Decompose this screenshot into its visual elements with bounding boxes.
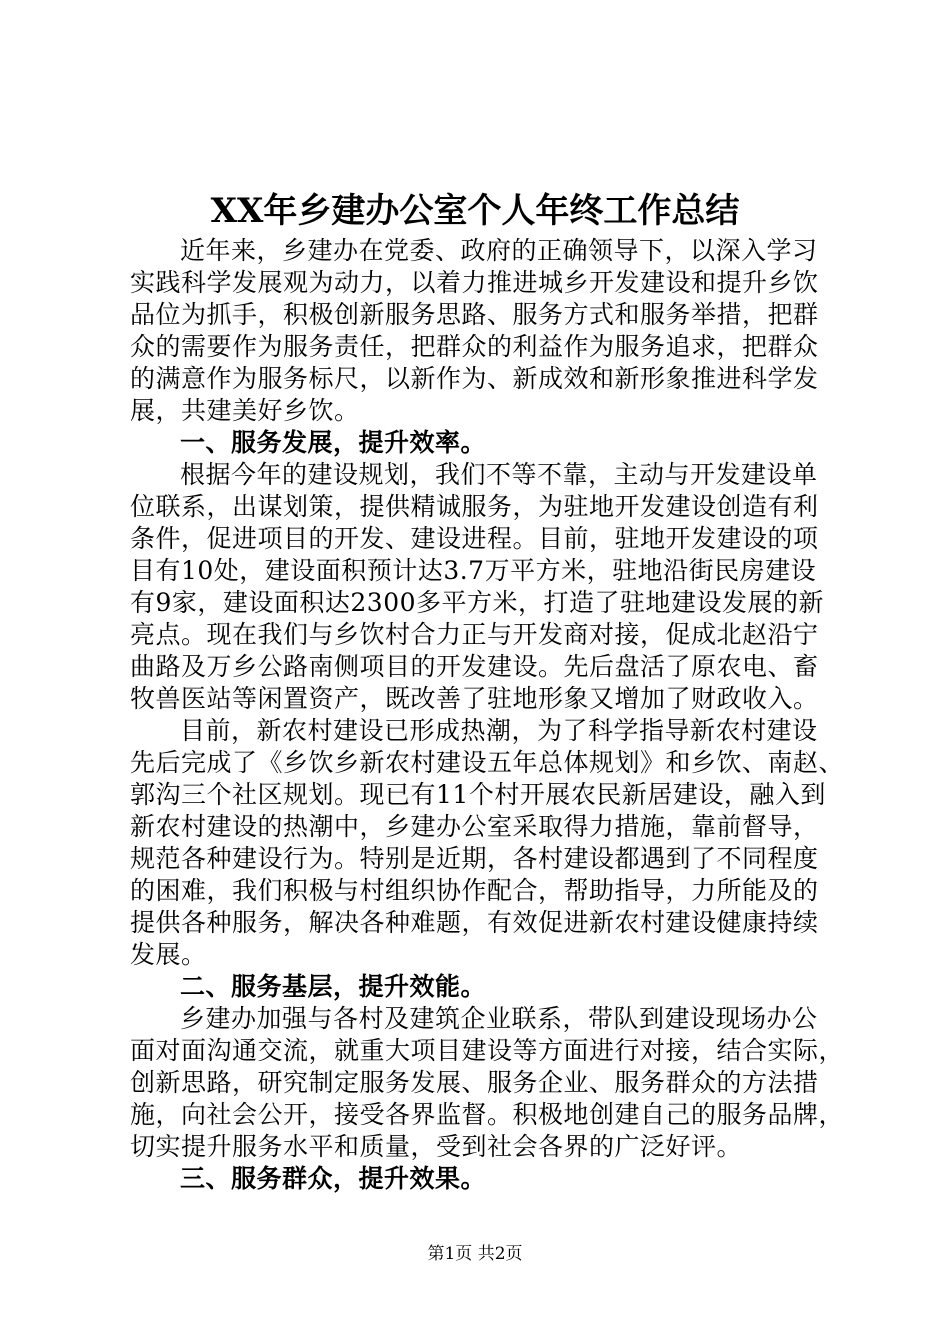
section-heading: 一、服务发展，提升效率。 — [180, 428, 487, 457]
text-line: 规范各种建设行为。特别是近期，各村建设都遇到了不同程度 — [130, 844, 819, 873]
text-line: 展，共建美好乡饮。 — [130, 396, 360, 425]
text-line: 品位为抓手，积极创新服务思路、服务方式和服务举措，把群 — [130, 300, 819, 329]
text-line: 面对面沟通交流，就重大项目建设等方面进行对接，结合实际， — [130, 1036, 845, 1065]
text-line: 郭沟三个社区规划。现已有11个村开展农民新居建设，融入到 — [130, 780, 826, 809]
text-line: 施，向社会公开，接受各界监督。积极地创建自己的服务品牌， — [130, 1100, 845, 1129]
text-line: 目有10处，建设面积预计达3.7万平方米，驻地沿街民房建设 — [130, 556, 817, 585]
text-line: 提供各种服务，解决各种难题，有效促进新农村建设健康持续 — [130, 908, 819, 937]
text-line: 的满意作为服务标尺，以新作为、新成效和新形象推进科学发 — [130, 364, 819, 393]
text-line: 牧兽医站等闲置资产，既改善了驻地形象又增加了财政收入。 — [130, 684, 819, 713]
section-heading: 三、服务群众，提升效果。 — [180, 1164, 487, 1193]
text-line: 有9家，建设面积达2300多平方米，打造了驻地建设发展的新 — [130, 588, 825, 617]
text-line: 众的需要作为服务责任，把群众的利益作为服务追求，把群众 — [130, 332, 819, 361]
page-footer: 第1页 共2页 — [427, 1244, 523, 1264]
text-line: 条件，促进项目的开发、建设进程。目前，驻地开发建设的项 — [130, 524, 819, 553]
text-line: 切实提升服务水平和质量，受到社会各界的广泛好评。 — [130, 1132, 743, 1161]
text-line: 创新思路，研究制定服务发展、服务企业、服务群众的方法措 — [130, 1068, 819, 1097]
text-line: 实践科学发展观为动力，以着力推进城乡开发建设和提升乡饮 — [130, 268, 819, 297]
section-heading: 二、服务基层，提升效能。 — [180, 972, 487, 1001]
text-line: 目前，新农村建设已形成热潮，为了科学指导新农村建设 — [180, 716, 818, 745]
text-line: 的困难，我们积极与村组织协作配合，帮助指导，力所能及的 — [130, 876, 819, 905]
text-line: 先后完成了《乡饮乡新农村建设五年总体规划》和乡饮、南赵、 — [130, 748, 845, 777]
text-line: 亮点。现在我们与乡饮村合力正与开发商对接，促成北赵沿宁 — [130, 620, 819, 649]
document-body — [130, 235, 845, 1195]
text-line: 根据今年的建设规划，我们不等不靠，主动与开发建设单 — [180, 460, 818, 489]
text-line: 发展。 — [130, 940, 207, 969]
text-line: 曲路及万乡公路南侧项目的开发建设。先后盘活了原农电、畜 — [130, 652, 819, 681]
text-line: 位联系，出谋划策，提供精诚服务，为驻地开发建设创造有利 — [130, 492, 819, 521]
document-title: XX年乡建办公室个人年终工作总结 — [210, 191, 740, 231]
text-line: 新农村建设的热潮中，乡建办公室采取得力措施，靠前督导， — [130, 812, 819, 841]
text-line: 乡建办加强与各村及建筑企业联系，带队到建设现场办公 — [180, 1004, 818, 1033]
text-line: 近年来，乡建办在党委、政府的正确领导下，以深入学习 — [180, 236, 818, 265]
